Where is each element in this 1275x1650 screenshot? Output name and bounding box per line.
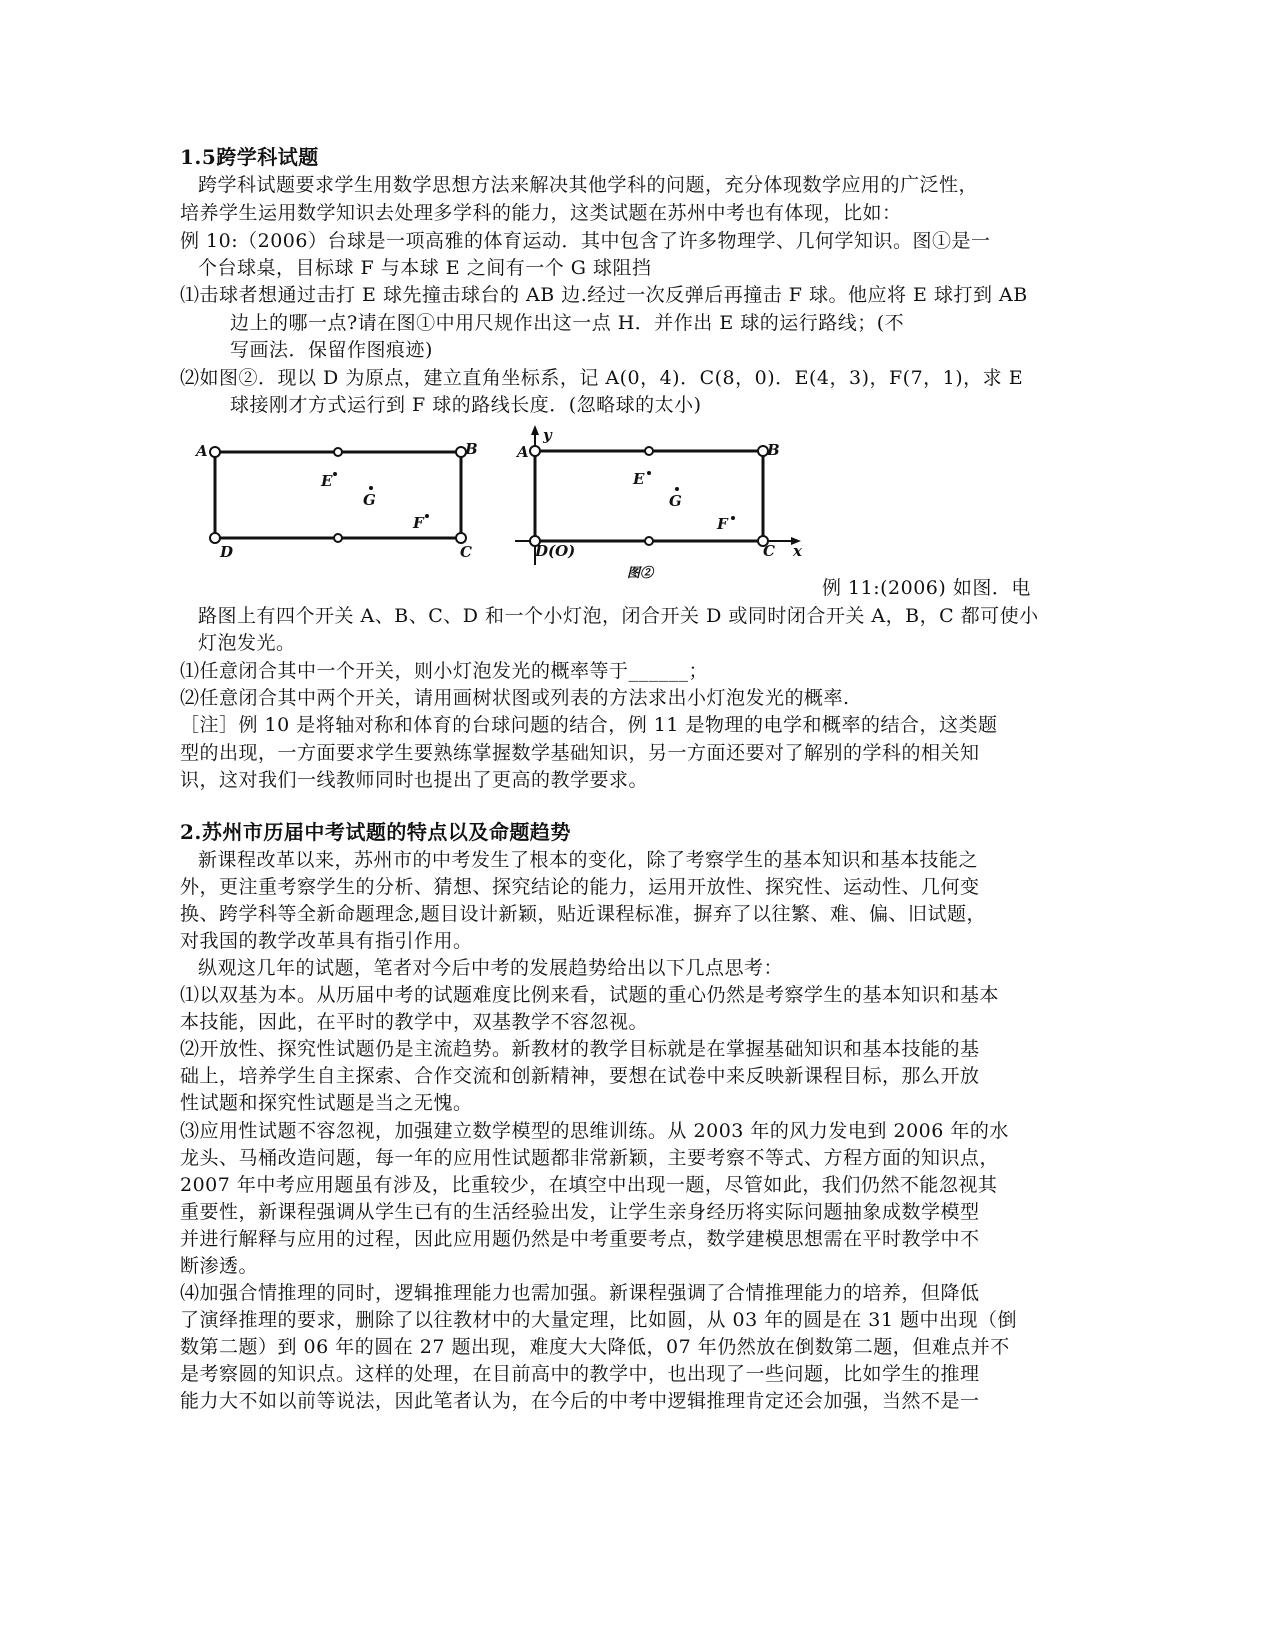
ball-e (647, 471, 651, 475)
y-axis-arrow (531, 425, 539, 435)
point-3-line: 龙头、马桶改造问题，每一年的应用性试题都非常新颖，主要考察不等式、方程方面的知识点， (180, 1147, 1000, 1169)
point-3-line: 重要性，新课程强调从学生已有的生活经验出发，让学生亲身经历将实际问题抽象成数学模型 (180, 1201, 980, 1223)
note-line: 型的出现，一方面要求学生要熟练掌握数学基础知识，另一方面还要对了解别的学科的相关知 (180, 742, 980, 764)
paragraph-line: 对我国的教学改革具有指引作用。 (180, 930, 473, 952)
example-11-question: ⑴任意闭合其中一个开关，则小灯泡发光的概率等于______； (180, 660, 709, 682)
label-a: A (517, 443, 529, 461)
ball-g (675, 487, 679, 491)
pocket-a (530, 446, 540, 456)
pocket-bottom-middle (334, 534, 342, 542)
point-1-line: ⑴以双基为本。从历届中考的试题难度比例来看，试题的重心仍然是考察学生的基本知识和基本 (180, 984, 1000, 1006)
question-1-line: 写画法．保留作图痕迹) (230, 339, 433, 361)
point-3-line: 2007 年中考应用题虽有涉及，比重较少，在填空中出现一题，尽管如此，我们仍然不能忽视其 (180, 1174, 998, 1196)
point-4-line: 数第二题）到 06 年的圆在 27 题出现，难度大大降低，07 年仍然放在倒数第二题，但难点并不 (180, 1336, 1010, 1358)
point-2-line: 础上，培养学生自主探索、合作交流和创新精神，要想在试卷中来反映新课程目标，那么开放 (180, 1065, 980, 1087)
label-g: G (363, 491, 376, 509)
note-line: 识，这对我们一线教师同时也提出了更高的教学要求。 (180, 769, 649, 791)
figure-2-caption: 图② (627, 566, 654, 581)
paragraph-line: 外，更注重考察学生的分析、猜想、探究结论的能力，运用开放性、探究性、运动性、几何变 (180, 876, 980, 898)
label-f: F (717, 515, 728, 533)
label-d: D (220, 543, 234, 561)
point-4-line: 是考察圆的知识点。这样的处理，在目前高中的教学中，也出现了一些问题，比如学生的推理 (180, 1363, 980, 1385)
ball-f (425, 514, 429, 518)
label-a: A (196, 442, 208, 460)
pocket-bottom-middle (645, 537, 653, 545)
paragraph-line: 新课程改革以来，苏州市的中考发生了根本的变化，除了考察学生的基本知识和基本技能之 (198, 849, 979, 871)
point-1-line: 本技能，因此，在平时的教学中，双基教学不容忽视。 (180, 1011, 649, 1033)
example-11-line: 例 11:(2006) 如图．电 (822, 577, 1031, 599)
question-1-line: ⑴击球者想通过击打 E 球先撞击球台的 AB 边.经过一次反弹后再撞击 F 球。他应将 E 球打到 AB (180, 284, 1028, 306)
label-x: x (793, 542, 802, 560)
label-f: F (413, 514, 424, 532)
point-4-line: 能力大不如以前等说法，因此笔者认为，在今后的中考中逻辑推理肯定还会加强，当然不是一 (180, 1390, 980, 1412)
ball-g (369, 486, 373, 490)
point-3-line: 并进行解释与应用的过程，因此应用题仍然是中考重要考点，数学建模思想需在平时教学中不 (180, 1228, 980, 1250)
question-2-line: ⑵如图②．现以 D 为原点，建立直角坐标系，记 A(0，4)．C(8，0)．E(4，3)，F(7，1)，求 E (180, 367, 1024, 389)
paragraph-line: 跨学科试题要求学生用数学思想方法来解决其他学科的问题，充分体现数学应用的广泛性， (198, 174, 979, 196)
example-11-question: ⑵任意闭合其中两个开关，请用画树状图或列表的方法求出小灯泡发光的概率. (180, 687, 850, 709)
label-b: B (767, 441, 780, 459)
example-10-line: 个台球桌，目标球 F 与本球 E 之间有一个 G 球阻挡 (198, 257, 652, 279)
figure-1-billiard-table (190, 430, 490, 570)
section-1-heading: 1.5跨学科试题 (180, 145, 319, 169)
pocket-top-middle (334, 448, 342, 456)
label-e: E (321, 472, 333, 490)
example-11-line: 灯泡发光。 (198, 632, 296, 654)
pocket-d (210, 533, 220, 543)
label-d-origin: D(O) (535, 542, 576, 560)
ball-e (333, 472, 337, 476)
point-4-line: 了演绎推理的要求，删除了以往教材中的大量定理，比如圆，从 03 年的圆是在 31 题中出现（倒 (180, 1309, 1018, 1331)
pocket-a (210, 447, 220, 457)
pocket-top-middle (645, 447, 653, 455)
section-2-heading: 2.苏州市历届中考试题的特点以及命题趋势 (180, 820, 571, 844)
label-c: C (763, 542, 775, 560)
question-1-line: 边上的哪一点?请在图①中用尺规作出这一点 H．并作出 E 球的运行路线；(不 (230, 312, 905, 334)
point-2-line: ⑵开放性、探究性试题仍是主流趋势。新教材的教学目标就是在掌握基础知识和基本技能的基 (180, 1038, 980, 1060)
example-10-line: 例 10:（2006）台球是一项高雅的体育运动．其中包含了许多物理学、几何学知识。图①是一 (180, 230, 991, 252)
label-e: E (633, 470, 645, 488)
note-line: ［注］例 10 是将轴对称和体育的台球问题的结合，例 11 是物理的电学和概率的结合，这类题 (180, 714, 998, 736)
paragraph-line: 培养学生运用数学知识去处理多学科的能力，这类试题在苏州中考也有体现，比如： (180, 202, 902, 224)
point-3-line: 断渗透。 (180, 1255, 259, 1277)
paragraph-line: 纵观这几年的试题，笔者对今后中考的发展趋势给出以下几点思考： (198, 957, 784, 979)
label-g: G (669, 492, 682, 510)
point-3-line: ⑶应用性试题不容忽视，加强建立数学模型的思维训练。从 2003 年的风力发电到 2006 年的水 (180, 1120, 1009, 1142)
label-b: B (465, 440, 478, 458)
pocket-c (456, 533, 466, 543)
paragraph-line: 换、跨学科等全新命题理念,题目设计新颖，贴近课程标准，摒弃了以往繁、难、偏、旧试题， (180, 903, 987, 925)
example-11-line: 路图上有四个开关 A、B、C、D 和一个小灯泡，闭合开关 D 或同时闭合开关 A，B，C 都可使小 (198, 605, 1039, 627)
point-4-line: ⑷加强合情推理的同时，逻辑推理能力也需加强。新课程强调了合情推理能力的培养，但降低 (180, 1282, 980, 1304)
point-2-line: 性试题和探究性试题是当之无愧。 (180, 1092, 473, 1114)
question-2-line: 球接刚才方式运行到 F 球的路线长度．(忽略球的太小) (230, 394, 702, 416)
figure-2-coordinate-table (505, 425, 820, 585)
label-c: C (460, 543, 472, 561)
label-y: y (543, 426, 552, 444)
ball-f (731, 516, 735, 520)
